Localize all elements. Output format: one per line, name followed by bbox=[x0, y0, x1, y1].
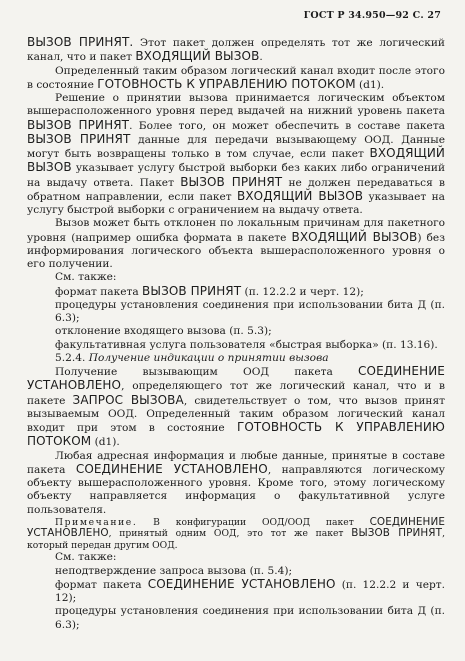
packet-name: ВЫЗОВ ПРИНЯТ bbox=[27, 131, 131, 146]
text-run: Получение вызывающим ООД пакета bbox=[55, 366, 359, 378]
text-run: Решение о принятии вызова принимается логическим объектом вышерасположенного уровня перед выдачей на нижний уровень пакета bbox=[27, 92, 445, 118]
packet-name: СОЕДИНЕНИЕ УСТАНОВЛЕНО bbox=[27, 515, 445, 540]
state-name: ГОТОВНОСТЬ К УПРАВЛЕНИЮ ПОТОКОМ bbox=[27, 420, 445, 449]
packet-name: ВХОДЯЩИЙ ВЫЗОВ bbox=[237, 188, 364, 203]
text-run: формат пакета bbox=[55, 578, 148, 591]
text-run: ) без информирования логического объекта вышерасположенного уровня о его получении. bbox=[27, 231, 445, 270]
list-item: факультативная услуга пользователя «быстрая выборка» (п. 13.16). bbox=[55, 338, 438, 351]
text-run: указывает услугу быстрой выборки без каких либо ограничений на выдачу ответа. Пакет bbox=[27, 162, 445, 189]
text-run: . bbox=[259, 51, 263, 64]
text-run: (п. 12.2.2 и черт. 12); bbox=[241, 285, 364, 298]
packet-name: ВЫЗОВ ПРИНЯТ bbox=[351, 527, 443, 540]
paragraph bbox=[27, 92, 445, 217]
text-run: Вызов может быть отклонен по локальным причинам для пакетного уровня (например ошибка формата в пакете bbox=[27, 217, 445, 244]
page-header: ГОСТ Р 34.950—92 С. 27 bbox=[303, 10, 441, 21]
text-run: Любая адресная информация и любые данные, принятые в составе пакета bbox=[27, 449, 445, 476]
text-run: (п. 12.2.2 и черт. 12); bbox=[55, 578, 445, 604]
list-item bbox=[55, 578, 445, 606]
text-run: (d1). bbox=[355, 78, 385, 91]
paragraph bbox=[27, 217, 445, 271]
packet-name: СОЕДИНЕНИЕ УСТАНОВЛЕНО bbox=[147, 576, 336, 591]
text-run: , свидетельствует о том, что вызов принят вызываемым ООД. Определенный таким образом логический канал входит при этом в состояние bbox=[27, 394, 446, 434]
packet-name: ВЫЗОВ ПРИНЯТ bbox=[180, 174, 283, 189]
text-run: (d1). bbox=[91, 436, 120, 449]
section-title: Получение индикации о принятии вызова bbox=[88, 351, 329, 364]
section-heading bbox=[27, 352, 445, 365]
list-item: процедуры установления соединения при использовании бита Д (п. 6.3); bbox=[55, 605, 445, 631]
text-run: , направляются логическому объекту вышерасположенного уровня. Кроме того, этому логическому объекту направляется информация о факультативной услуге пользователя. bbox=[27, 463, 446, 516]
state-name: ГОТОВНОСТЬ К УПРАВЛЕНИЮ ПОТОКОМ bbox=[97, 76, 356, 91]
packet-name: ВЫЗОВ ПРИНЯТ bbox=[142, 283, 242, 298]
packet-name: ВХОДЯЩИЙ ВЫЗОВ bbox=[291, 229, 418, 244]
list-item: процедуры установления соединения при использовании бита Д (п. 6.3); bbox=[55, 298, 445, 324]
text-run: не должен передаваться в обратном направлении, если пакет bbox=[27, 176, 446, 203]
text-run: формат пакета bbox=[55, 285, 143, 298]
list-item: неподтверждение запроса вызова (п. 5.4); bbox=[55, 564, 293, 577]
packet-name: ВЫЗОВ ПРИНЯТ bbox=[27, 117, 130, 132]
reference-list bbox=[27, 565, 445, 632]
see-also-label: См. также: bbox=[55, 551, 117, 564]
list-item: отклонение входящего вызова (п. 5.3); bbox=[55, 325, 272, 338]
note-label: Примечание. bbox=[55, 516, 138, 528]
packet-name: СОЕДИНЕНИЕ УСТАНОВЛЕНО bbox=[27, 364, 445, 393]
section-number: 5.2.4. bbox=[55, 351, 86, 364]
text-run: указывает на услугу быстрой выборки с ограничением на выдачу ответа. bbox=[27, 190, 445, 216]
paragraph bbox=[27, 65, 445, 93]
packet-name: СОЕДИНЕНИЕ УСТАНОВЛЕНО bbox=[75, 461, 268, 476]
packet-name: ВХОДЯЩИЙ ВЫЗОВ bbox=[27, 146, 445, 175]
note bbox=[27, 517, 445, 552]
text-run: Этот пакет должен определять тот же логический канал, что и пакет bbox=[27, 37, 445, 64]
text-run: Определенный таким образом логический канал входит после этого в состояние bbox=[27, 64, 445, 91]
text-run: В конфигурации ООД/ООД пакет bbox=[137, 516, 370, 528]
text-run: . Более того, он может обеспечить в составе пакета bbox=[129, 119, 445, 132]
packet-name: ЗАПРОС ВЫЗОВА bbox=[72, 392, 184, 407]
packet-name: ВХОДЯЩИЙ ВЫЗОВ bbox=[135, 49, 260, 64]
document-body bbox=[27, 36, 445, 632]
reference-list bbox=[27, 285, 445, 352]
paragraph bbox=[27, 36, 445, 65]
text-run: , который передан другим ООД. bbox=[27, 528, 445, 551]
paragraph bbox=[27, 365, 445, 450]
text-run: , определяющего тот же логический канал, что и в пакете bbox=[27, 380, 445, 407]
text-run: данные для передачи вызывающему ООД. Данные могут быть возвращены только в том случае, если пакет bbox=[27, 133, 445, 160]
text-run: , принятый одним ООД, это тот же пакет bbox=[108, 528, 352, 540]
list-item bbox=[55, 285, 445, 299]
packet-name: ВЫЗОВ ПРИНЯТ. bbox=[27, 35, 134, 49]
see-also-label: См. также: bbox=[55, 271, 117, 284]
paragraph bbox=[27, 450, 445, 517]
